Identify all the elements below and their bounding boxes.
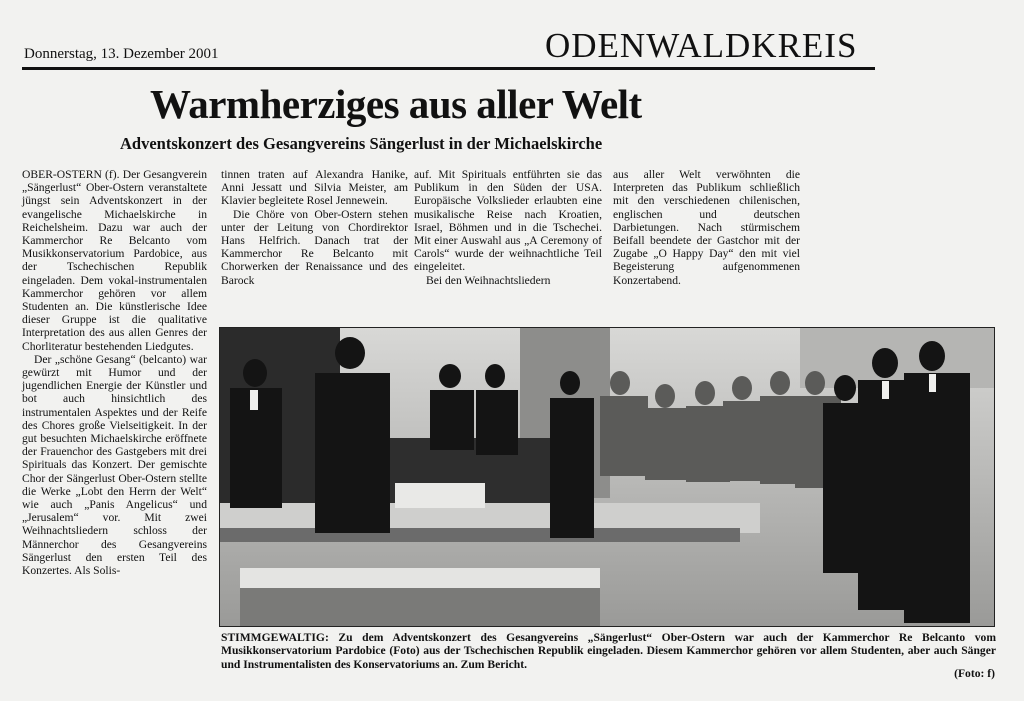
article-column-4 [613, 168, 800, 287]
header-rule [22, 67, 875, 70]
paragraph: Bei den Weihnachtsliedern [426, 273, 551, 287]
choir-photo-image [220, 328, 994, 626]
paragraph: Der „schöne Gesang“ (belcanto) war gewürzt mit Humor und der jugendlichen Energie der Künstler und bot auch hinsichtlich des instrumentalen Aspektes und der Reife des Chores große Vielseitigkeit. In der gut besuchten Michaelskirche eröffnete der Frauenchor des Gastgebers mit drei Spirituals das Konzert. Der gemischte Chor der Sängerlust Ober-Ostern stellte die Werke „Lobt den Herrn der Welt“ wie auch „Panis Angelicus“ und „Jerusalem“ vor. Mit zwei Weihnachtsliedern schloss der Männerchor des Gesangvereins Sängerlust den ersten Teil des Konzertes. Als Solis- [22, 352, 207, 578]
article-column-1 [22, 168, 207, 577]
section-title: ODENWALDKREIS [545, 26, 858, 65]
photo-credit: (Foto: f) [954, 667, 995, 680]
headline: Warmherziges aus aller Welt [150, 81, 642, 127]
subheadline: Adventskonzert des Gesangvereins Sängerlust in der Michaelskirche [120, 134, 603, 153]
dateline: Donnerstag, 13. Dezember 2001 [24, 46, 219, 62]
photo-caption: STIMMGEWALTIG: Zu dem Adventskonzert des Gesangvereins „Sängerlust“ Ober-Ostern war auch der Kammerchor Re Belcanto vom Musikkonservatorium Pardobice (Foto) aus der Tschechischen Republik eingeladen. Diesem Kammerchor gehören vor allem Studenten, aber auch Sänger und Instrumentalisten des Konservatoriums an. Zum Bericht. [221, 631, 996, 671]
article-column-3 [414, 168, 602, 287]
article-column-2 [221, 168, 408, 287]
paragraph: OBER-OSTERN (f). Der Gesangverein „Sängerlust“ Ober-Ostern veranstaltete jüngst sein Adventskonzert in der evangelische Michaelskirche in Reichelsheim. Dazu war auch der Kammerchor Re Belcanto vom Musikkonservatorium Pardobice, aus der Tschechischen Republik eingeladen. Dem vokal-instrumentalen Kammerchor gehören vor allem Studenten an. Die künstlerische Idee dieser Gruppe ist die qualitative Interpretation des aus allen Genres der Chorliteratur bestehenden Liedgutes. [22, 168, 207, 353]
paragraph: Die Chöre von Ober-Ostern stehen unter der Leitung von Chordirektor Hans Helfrich. Danach trat der Kammerchor Re Belcanto mit Chorwerken der Renaissance und des Barock [221, 207, 408, 287]
paragraph: tinnen traten auf Alexandra Hanike, Anni Jessatt und Silvia Meister, am Klavier begleitete Rosel Jennewein. [221, 168, 408, 208]
paragraph: aus aller Welt verwöhnten die Interpreten das Publikum schließlich mit den verschiedenen chilenischen, englischen und deutschen Darbietungen. Nach stürmischem Beifall beendete der Gastchor mit der Zugabe „O Happy Day“ den mit viel Begeisterung aufgenommenen Konzertabend. [613, 168, 800, 287]
paragraph: auf. Mit Spirituals entführten sie das Publikum in den Süden der USA. Europäische Volkslieder erlaubten eine musikalische Reise nach Kroatien, Israel, Böhmen und in die Tschechei. Mit einer Auswahl aus „A Ceremony of Carols“ wurde der weihnachtliche Teil eingeleitet. [414, 168, 602, 274]
choir-photo [219, 327, 995, 627]
